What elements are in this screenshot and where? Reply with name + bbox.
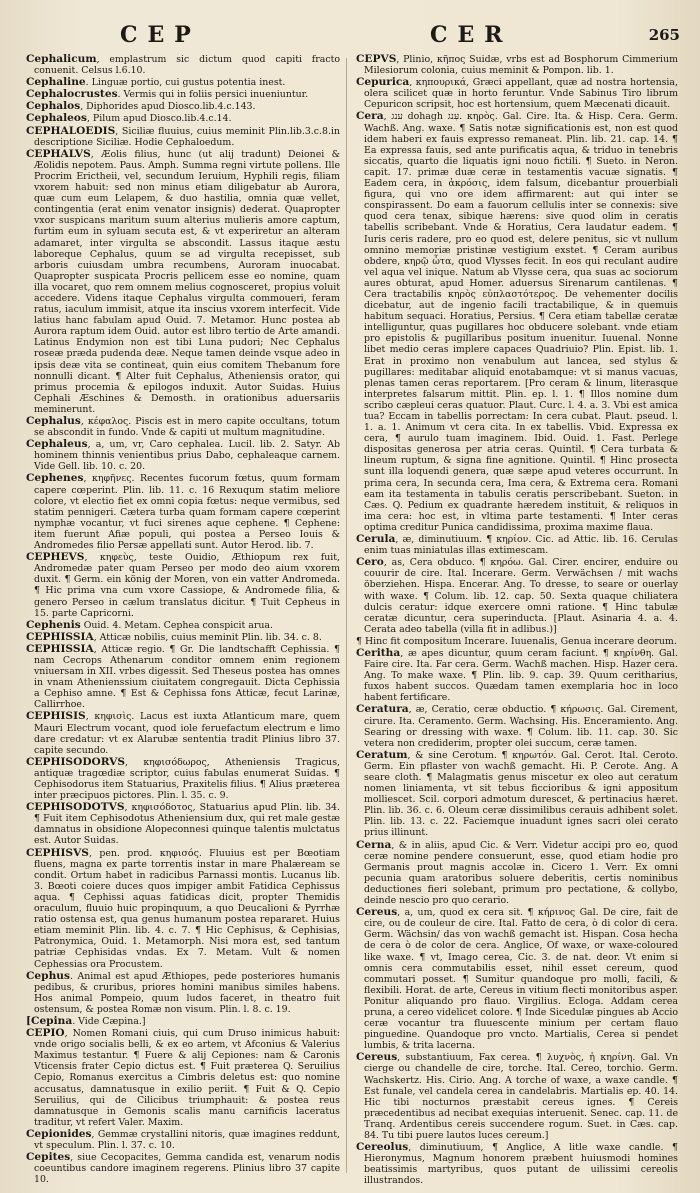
entry-headword: Cerula bbox=[356, 533, 396, 546]
dictionary-entry bbox=[356, 77, 678, 110]
dictionary-entry bbox=[356, 704, 678, 748]
entry-headword: Cephus bbox=[26, 969, 70, 982]
entry-headword: Cereus bbox=[356, 1051, 398, 1064]
dictionary-entry bbox=[356, 534, 678, 556]
dictionary-entry bbox=[26, 89, 340, 100]
entry-text: , as, Cera obduco. ¶ κηρόω. Gal. Cirer. encirer, enduire ou couurir de cire. Ital. Incerare. Germ. Verwächsen / mit wachs öberziehen. Hispa. Encerar. Ang. To dresse, to seare or ouerlay with waxe. ¶ Colum. lib. 12. cap. 50. Sexta quaque chiliatera dulcis ceratur: idque exercere omni ratione. ¶ Hinc tabulæ ceratæ dicuntur, cera superinducta. [Plaut. Asinaria 4. a. 4. Cerata adeo tabella (villa fit in adlibus.)] bbox=[364, 557, 678, 635]
entry-text: , Æolis filius, hunc (ut alij tradunt) Deionei & Æolidis nepotem. Paus. Amph. Summa regni virtute pollens. Ille Procrim Erictheii, vel, secundum Ieruium, Hyphili regis, filiam vxorem habuit: sed non minus etiam diligebatur ab Aurora, quæ cum eum Lelapem, & duo hastilia, omnia quæ vellet, contingentia (erat enim venator insignis) dederat. Quapropter vxor suspicans maritum suum alterius mulieris amore captum, furtim eum in syluam secuta est, & vt experiretur an alteram adamaret, inter virgulta se abscondit. Lassus itaque æstu laboreque Cephalus, quum se ad virgulta recepisset, sub arboris cuiusdam umbra recumbens, Auroram inuocabat. Quapropter suspicata Procris pellicem esse eo nomine, quam illa vocaret, quo rem omnem melius cognosceret, propius voluit accedere. Videns itaque Cephalus virgulta commoueri, feram ratus, iaculum immisit, atque ita inscius vxorem interfecit. Vide latius hanc fabulam apud Ouid. 7. Metamor. Hunc postea ab Aurora raptum idem Ouid. autor est libro tertio de Arte amandi. Latinus Endymion non est tibi Luna pudori; Nec Cephalus roseæ præda pudenda deæ. Neque tamen deinde vsque adeo in ipsis deæ vita se contineat, quin eius comitem Thebanum fore nonnulli dicant. ¶ Alter fuit Cephalus, Atheniensis orator, qui primus procemia & epilogos induxit. Autor Suidas. Huius Cephali Æschines & Demosth. in orationibus aduersariis meminerunt. bbox=[34, 148, 340, 415]
entry-headword: CEPVS bbox=[356, 53, 397, 65]
entry-text: . Animal est apud Æthiopes, pede posteriores humanis pedibus, & cruribus, priores homini manibus similes habens. Hos animal Pompeio, quum ludos faceret, in theatro fuit ostensum, & postea Romæ non visum. Plin. l. 8. c. 19. bbox=[34, 970, 340, 1015]
entry-headword: CEPIO bbox=[26, 1027, 65, 1040]
entry-headword: Cera bbox=[356, 110, 384, 123]
dictionary-entry bbox=[26, 848, 340, 970]
entry-headword: Cepurica bbox=[356, 76, 410, 89]
dictionary-entry bbox=[26, 802, 340, 846]
entry-headword: CEPHEVS bbox=[26, 551, 85, 564]
entry-text: , ענג dohagh עּֽנג. κηρὸς. Gal. Cire. Ita. & Hisp. Cera. Germ. Wachß. Ang. waxe. ¶ Satis notæ significationis est, non est quod idem haberi ex fauis expresso remaneat. Plin. lib. 21. cap. 14. ¶ Ea expressa fauis, sed ante purificatis aqua, & triduo in tenebris siccatis, quarto die liquatis igni nouo fictili. ¶ Sueto. in Neron. capit. 17. primæ duæ ceræ in testamentis vacuæ signatis. ¶ Eadem cera, in ἀκρόσις, idem falsum, dicebantur prouerbiali figura, qui vno ore idem affirmarent: aut qui inter se conspirassent. Do eam a fauorum cellulis inter se connexis: sive quod cera tenax, sibique hærens: sive quod olim in ceratis tabellis scribebant. Vnde & Horatius, Cera laudatur eadem. ¶ Iuris ceris radere, pro eo quod est, delere penitus, sic vt nullum omnino memoriæ pristinæ vestigium exstet. ¶ Ceram auribus obdere, κηρῷ ὦτα, quod Vlysses fecit. In eos qui reculant audire vel aqua vel inique. Natum ab Vlysse cera, qua suas ac sociorum aures obturat, apud Homer. aduersus Sirenarum cantilenas. ¶ Cera tractabilis κηρὸς εὐπλαστότερος. De vehementer docilis dicebatur, aut de ingenio facili tractabilique, & in quemuis habitum sequaci. Horatius, Persius. ¶ Cera etiam tabellæ ceratæ intelliguntur, quas pugillares hoc obducere solebant. vnde etiam pro epistolis & pugillaribus positum inuenitur. Iuuenal. Nonne libet medio ceras implere capaces Quadriuio? Plin. Epist. lib. 1. Erat in proximo non venabulum aut lancea, sed stylus & pugillares: meditabar aliquid enotabamque: vt si manus vacuas, plenas tamen ceras reportarem. [Pro ceram & linum, literasque interpretes falsarum mittit. Plin. ep. l. 1. ¶ Illos nomine dum scribo cæpleui ceras quatuor. Plaut. Curc. l. 4. a. 3. Vbi est amica tua? Eccam in tabellis porrectam: In cera cubat. Plaut. pseud. l. 1. a. 1. Animum vt cera cita. In ex tabellis. Vbid. Expressa ex cera, ¶ aurulo tuam imaginem. Ibid. Ouid. 1. Fast. Perlege dispositas generosa per atria ceras. Quintil. ¶ Cera turbata & lineum ruptum, & signa fine agnitione. Quintil. ¶ Hinc prosecta sunt illa loquendi genera, quæ sæpe apud veteres occurrunt. In prima cera, In secunda cera, Ima cera, & Extrema cera. Romani eam ita testamenta in tabulis ceratis perscribebant. Sueton. in Cæs. Q. Pedium ex quadrante hæredem instituit, & reliquos in ima cera: hoc est, in vltima parte testamenti. ¶ Inter ceras optima creditur Punica candidissima, proxima maxime flaua. bbox=[364, 111, 678, 533]
entry-text: , κηφῆνες. Recentes fucorum fœtus, quum formam capere cœperint. Plin. lib. 11. c. 16 Rexuqum statim meliore colore, vt electio fiet ex omni copia fœtus: neque vermibus, sed statim pennigeri. Cætera turba quam formam capere cœperint nymphæ vocantur, vt fuci sirenes aque cephene. ¶ Cephene: item fuerunt Afiæ populi, qui postea a Perseo Iouis & Andromedes filio Persæ appellati sunt. Autor Herod. lib. 7. bbox=[34, 473, 340, 552]
entry-headword: Cero bbox=[356, 556, 384, 569]
entry-text: , siue Cecopacites, Gemma candida est, venarum nodis coeuntibus candore imaginem regerens. Plinius libro 37 capite 10. bbox=[34, 1152, 340, 1186]
dictionary-entry bbox=[26, 971, 340, 1015]
entry-headword: CEPHISVS bbox=[26, 846, 89, 859]
dictionary-entry bbox=[356, 1052, 678, 1141]
dictionary-entry bbox=[356, 636, 678, 647]
entry-headword: Cerna bbox=[356, 838, 392, 851]
entry-text: , Gemmæ crystallini nitoris, quæ imagines reddunt, vt speculum. Plin. l. 37. c. 10. bbox=[34, 1128, 340, 1151]
dictionary-entry bbox=[26, 1016, 340, 1027]
dictionary-entry bbox=[26, 1129, 340, 1151]
entry-headword: CEPHISSIA bbox=[26, 630, 94, 643]
entry-headword: Cephalos bbox=[26, 100, 81, 113]
entry-text: . Vide Cæpina.] bbox=[72, 1015, 146, 1027]
entry-text: , κηφισόδωρος, Atheniensis Tragicus, antiquæ tragœdiæ scriptor, cuius fabulas enumerat Suidas. ¶ Cephisodorus item Statuarius, Praxitelis filius. ¶ Alius præterea inter præcipuos pictores. Plin. l. 35. c. 9. bbox=[34, 756, 340, 802]
entry-text: , substantiuum, Fax cerea. ¶ λυχνὸς, ἡ κηρίνη. Gal. Vn cierge ou chandelle de cire, torche. Ital. Cereo, torchio. Germ. Wachskertz. His. Cirio. Ang. A torche of waxe, a waxe candle. ¶ Est funale, vel candela cerea in candelabris. Martialis ep. 40. 14. Hic tibi nocturnos præstabit cereus ignes. ¶ Cereis præcedentibus ad necibat exequias interuenit. Senec. cap. 11. de Tranq. Ardentibus cereis succendere rogum. Suet. in Cæs. cap. 84. Tu tibi puere lautos luces cereum.] bbox=[364, 1052, 678, 1141]
entry-text: . Vermis qui in foliis persici inueniuntur. bbox=[117, 89, 309, 101]
entry-headword: Cepites bbox=[26, 1151, 71, 1164]
entry-headword: Cephalus bbox=[26, 415, 81, 427]
entry-text: , pen. prod. κηφισός. Fluuius est per Bœotiam fluens, magna ex parte torrentis instar in mare Phalæream se condit. Ortum habet in radicibus Parnassi montis. Lucanus lib. 3. Bœoti coiere duces quos impiger ambit Fatidica Cephissus aqua. ¶ Cephissi aquas fatidicas dicit, propter Themidis oraculum, fluuio huic propinquum, a quo Deucalioni & Pyrrhæ ratio ostensa est, qua genus humanum postea repararet. Huius etiam meminit Plin. lib. 4. c. 7. ¶ Hic Cephisus, & Cephisias, Patronymica, Ouid. 1. Metamorph. Nisi mora est, sed tantum patriæ Cephisidas vndas. Ex 7. Metam. Vult & nomen Cephessias ora Procustem. bbox=[34, 847, 340, 970]
dictionary-entry bbox=[356, 907, 678, 1051]
dictionary-entry bbox=[356, 557, 678, 635]
column-divider bbox=[346, 58, 347, 1173]
entry-headword: CEPHALOEDIS bbox=[26, 124, 116, 137]
entry-headword: Cepionides bbox=[26, 1127, 92, 1140]
dictionary-entry bbox=[26, 126, 340, 148]
entry-text: , æ, diminutiuum. ¶ κηρίον. Cic. ad Attic. lib. 16. Cerulas enim tuas miniatulas illas extimescam. bbox=[364, 534, 678, 557]
entry-text: , Atticæ nobilis, cuius meminit Plin. lib. 34. c. 8. bbox=[93, 631, 322, 643]
entry-text: , Diphorides apud Diosco.lib.4.c.143. bbox=[80, 101, 256, 113]
dictionary-entry bbox=[26, 620, 340, 631]
entry-headword: Cephenes bbox=[26, 472, 84, 485]
entry-text: , diminutiuum, ¶ Anglice, A litle waxe candle. ¶ Hieronymus, Magnum honorem præbent huiusmodi homines beatissimis martyribus, quos putant de uilissimi cereolis illustrandos. bbox=[364, 1142, 678, 1187]
dictionary-entry bbox=[356, 54, 678, 76]
entry-text: , emplastrum sic dictum quod capiti fracto conuenit. Celsus l.6.10. bbox=[34, 54, 340, 77]
dictionary-entry bbox=[26, 101, 340, 112]
right-column bbox=[356, 53, 678, 1187]
left-running-head: CEP bbox=[120, 22, 201, 48]
entry-text: , Pilum apud Diosco.lib.4.c.14. bbox=[86, 113, 232, 125]
entry-text: , Nomen Romani ciuis, qui cum Druso inimicus habuit: vnde origo socialis belli, & ex eo artem, vt Afconius & Valerius Maximus testantur. ¶ Fuere & alij Cepiones: nam & Caronis Vticensis frater Cepio dictus est. ¶ Fuit præterea Q. Seruilius Cepio, Romanus exercitus a Cimbris deletus est: quo nomine accusatus, damnatusque in exilio periit. ¶ Fuit & Q. Cepio Seruilius, qui de Cilicibus triumphauit: & postea reus damnatusque in Gemonis scalis manu carnificis laceratus traditur, vt refert Valer. Maxim. bbox=[34, 1028, 340, 1128]
entry-text: , κέφαλος. Piscis est in mero capite occultans, totum se abscondit in fundo. Vnde & capiti ut multum magnitudine. bbox=[34, 416, 340, 439]
entry-headword: CEPHISSIA bbox=[26, 642, 94, 655]
dictionary-entry bbox=[26, 149, 340, 415]
dictionary-entry bbox=[26, 632, 340, 643]
entry-text: , κηφεὺς, teste Ouidio, Æthiopum rex fuit, Andromedæ pater quam Perseo per modo deo aium vxorem duxit. ¶ Germ. ein könig der Moren, von ein vatter Andromeda. ¶ Hic prima vna cum vxore Cassiope, & Andromede filia, & genero Perseo in cælum translatus dicitur. ¶ Tuit Cepheus in 15. parte Capricorni. bbox=[34, 552, 340, 619]
entry-headword: Cephalicum bbox=[26, 53, 97, 65]
dictionary-entry bbox=[356, 648, 678, 703]
dictionary-entry bbox=[26, 54, 340, 76]
entry-text: ¶ Hinc fit compositum Incerare. Iuuenalis, Genua incerare deorum. bbox=[356, 635, 677, 647]
dictionary-entry bbox=[26, 473, 340, 551]
dictionary-entry bbox=[26, 757, 340, 801]
entry-headword: Ceratura bbox=[356, 703, 409, 716]
entry-headword: Cephaleus bbox=[26, 438, 88, 451]
entry-text: , κηφισόδοτος, Statuarius apud Plin. lib. 34. ¶ Fuit item Cephisodotus Atheniensium dux, qui ret male gestæ damnatus in obsidione Alopeconnesi quinque talentis mulctatus est. Autor Suidas. bbox=[34, 802, 340, 847]
entry-text: , a, um, vr, Caro cephalea. Lucil. lib. 2. Satyr. Ab hominem thinnis venientibus prius Dabo, cephaleaque carnem. Vide Gell. lib. 10. c. 20. bbox=[34, 439, 340, 473]
entry-text: , Plinio, κῆπος Suidæ, vrbs est ad Bosphorum Cimmerium Milesiorum colonia, cuius meminit & Pompon. lib. 1. bbox=[364, 54, 678, 77]
entry-headword: Ceratum bbox=[356, 748, 408, 761]
entry-text: , & in aliis, apud Cic. & Verr. Videtur accipi pro eo, quod ceræ nomine pendere consuerunt, esse, quod etiam hodie pro Germanis prout magnis accolæ in. Cicero 1. Verr. Ex omni pecunia quam aratoribus soluere deberitis, certis nominibus deductiones fieri solebant, primum pro pectatione, & collybo, deinde nescio pro quo cerario. bbox=[364, 839, 678, 907]
entry-headword: [Cepina bbox=[26, 1014, 73, 1027]
entry-headword: Cereolus bbox=[356, 1141, 409, 1154]
entry-headword: Cephalocrustes bbox=[26, 88, 118, 101]
entry-headword: Cereus bbox=[356, 906, 398, 919]
right-running-head: CER bbox=[430, 22, 513, 48]
dictionary-entry bbox=[26, 552, 340, 619]
entry-headword: CEPHALVS bbox=[26, 147, 91, 160]
running-header bbox=[0, 22, 700, 50]
entry-text: Ouid. 4. Metam. Cephea conspicit arua. bbox=[80, 619, 273, 631]
dictionary-entry bbox=[26, 711, 340, 755]
entry-headword: CEPHISODORVS bbox=[26, 755, 126, 768]
entry-headword: CEPHISODOTVS bbox=[26, 801, 125, 814]
entry-text: , & sine Cerotum. ¶ κηρωτόν. Gal. Cerot. Ital. Ceroto. Germ. Ein pflaster von wachß gemacht. Hi. P. Cerote. Ang. A seare cloth. ¶ Malagmatis genus miscetur ex oleo aut ceratum nomen liniamenta, vt sit tebus ficcioribus & igni appositum molliescet. Scil. corpori admotum durescet, & pertinacius hæret. Plin. lib. 36. c. 6. Oleum ceræ dissimilibus cerauis adhibent solet. Plin. lib. 13. c. 22. Faciemque inuadunt ignes sacri olei cerato prius illinunt. bbox=[364, 749, 678, 839]
dictionary-entry bbox=[26, 1152, 340, 1185]
entry-headword: Cephenis bbox=[26, 618, 81, 631]
entry-headword: CEPHISIS bbox=[26, 710, 86, 723]
entry-headword: Ceritha bbox=[356, 646, 401, 659]
entry-headword: Cephaleos bbox=[26, 112, 87, 125]
dictionary-entry bbox=[356, 111, 678, 533]
entry-text: , æ apes dicuntur, quum ceram faciunt. ¶ κηρίνθη. Gal. Faire cire. Ita. Far cera. Germ. Wachß machen. Hisp. Hazer cera. Ang. To make waxe. ¶ Plin. lib. 9. cap. 39. Quum ceritharius, fuxos habent succos. Quædam tamen exemplaria hoc in loco habent fertificare. bbox=[364, 647, 678, 704]
dictionary-entry bbox=[26, 1028, 340, 1128]
dictionary-entry bbox=[26, 644, 340, 711]
entry-text: , Siciliæ fluuius, cuius meminit Plin.lib.3.c.8.in descriptione Siciliæ. Hodie Cephaloedum. bbox=[34, 125, 340, 148]
entry-text: , κηφισὶς. Lacus est iuxta Atlanticum mare, quem Mauri Electrum vocant, quod iole feruefactum electrum e limo dare credatur: vt ex Alarubæ sententia tradit Plinius libro 37. capite secundo. bbox=[34, 711, 340, 756]
entry-text: , κηπουρικά, Græci appellant, quæ ad nostra hortensia, olera scilicet quæ in horto feruntur. Vnde Sabinus Tiro librum Cepuricon scripsit, hoc est hortensium, quem Mæcenati dicauit. bbox=[364, 77, 678, 111]
dictionary-entry bbox=[356, 750, 678, 839]
dictionary-entry bbox=[26, 439, 340, 472]
left-column bbox=[26, 53, 340, 1186]
dictionary-entry bbox=[26, 77, 340, 88]
entry-text: , æ, Ceratio, ceræ obductio. ¶ κήρωσις. Gal. Cirement, cirure. Ita. Ceramento. Germ. Wachsing. His. Enceramiento. Ang. Searing or dressing with waxe. ¶ Colum. lib. 11. cap. 30. Sic vetera non crediderim, propter olei succum, ceræ tamen. bbox=[364, 704, 678, 749]
entry-text: , Atticæ regio. ¶ Gr. Die landtschafft Cephissia. ¶ nam Cecrops Athenarum conditor omnem enim regionem vniuersam in XII. vrbes digessit. Sed Theseus postea has omnes in vnam Athenienssium ciuitatem congregauit. Dicta Cephissia a Cephiso amne. ¶ Est & Cephissa fons Atticæ, fecut Larinæ, Callirrhoe. bbox=[34, 643, 340, 711]
dictionary-entry bbox=[356, 840, 678, 907]
dictionary-entry bbox=[26, 416, 340, 438]
dictionary-entry bbox=[356, 1142, 678, 1186]
entry-text: . Linguæ portio, cui gustus potentia inest. bbox=[85, 77, 286, 89]
entry-text: , a, um, quod ex cera sit. ¶ κήρινος Gal. De cire, fait de cire, ou de couleur de cire. Ital. Fatto de cera, ò di color di cera. Germ. Wächsin/ das von wachß gemacht ist. Hispan. Cosa hecha de cera ò de color de cera. Anglice, Of waxe, or waxe-coloured like waxe. ¶ vt, Imago cerea, Cic. 3. de nat. deor. Vt enim si omnis cera commutabilis esset, nihil esset cereum, quod commutari posset. ¶ Sumitur quandoque pro molli, facili, & flexibili. Horat. de arte, Cereus in vitium flecti monitoribus asper. Ponitur aliquando pro flauo. Virgilius. Ecloga. Addam cerea pruna, a cereo videlicet colore. ¶ Inde Sicedulæ pingues ab Accio ceræ vocantur tra fluuescente minium per certam flauo pinguedine. Quandoque pro vncto. Martialis, Cerea si pendet lumbis, & trita lacerna. bbox=[364, 907, 678, 1052]
entry-headword: Cephaline bbox=[26, 76, 86, 89]
page-number: 265 bbox=[648, 26, 680, 44]
dictionary-entry bbox=[26, 113, 340, 124]
